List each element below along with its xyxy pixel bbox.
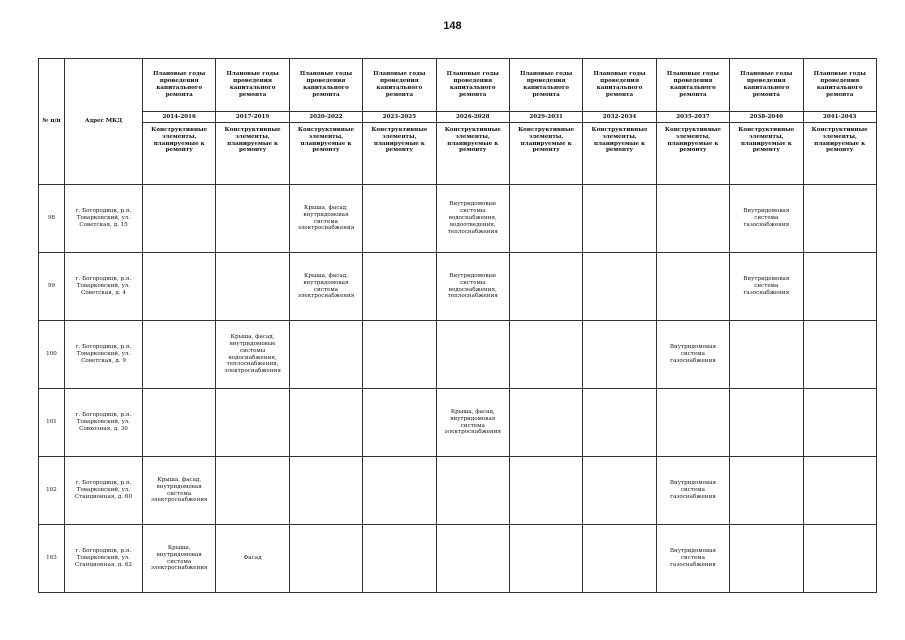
page-number: 148: [443, 20, 462, 32]
header-address: Адрес МКД: [65, 59, 143, 185]
repair-cell: Внутридомовые системы водоснабжения, водоотведения, теплоснабжения: [436, 185, 509, 253]
header-elements: Конструктивные элементы, планируемые к ремонту: [216, 123, 289, 185]
table-row: [39, 321, 877, 389]
row-number: 98: [39, 185, 65, 253]
repair-cell: [583, 389, 656, 457]
header-elements: Конструктивные элементы, планируемые к ремонту: [143, 123, 216, 185]
header-years: 2017-2019: [216, 112, 289, 123]
repair-cell: Внутридомовая система газоснабжения: [730, 185, 803, 253]
repair-cell: [509, 185, 582, 253]
repair-cell: [803, 185, 876, 253]
row-number: 100: [39, 321, 65, 389]
repair-cell: [143, 321, 216, 389]
header-years: 2023-2025: [363, 112, 436, 123]
repair-cell: Фасад: [216, 525, 289, 593]
repair-cell: [509, 457, 582, 525]
repair-cell: [656, 389, 729, 457]
repair-cell: Внутридомовая система газоснабжения: [730, 253, 803, 321]
repair-cell: [436, 457, 509, 525]
repair-cell: [656, 253, 729, 321]
repair-cell: Крыша, внутридомовая система электроснабжения: [143, 525, 216, 593]
repair-cell: [583, 457, 656, 525]
header-period-title: Плановые годы проведения капитального ремонта: [656, 59, 729, 112]
repair-cell: [730, 389, 803, 457]
table-row: [39, 389, 877, 457]
repair-cell: [803, 321, 876, 389]
repair-cell: [143, 185, 216, 253]
repair-cell: [363, 185, 436, 253]
header-years: 2041-2043: [803, 112, 876, 123]
repair-cell: [730, 457, 803, 525]
repair-cell: [216, 389, 289, 457]
header-number: № п/п: [39, 59, 65, 185]
repair-cell: [216, 253, 289, 321]
row-address: г. Богородицк, р.п. Товарковский, ул. Совхозная, д. 30: [65, 389, 143, 457]
header-elements: Конструктивные элементы, планируемые к ремонту: [509, 123, 582, 185]
repair-cell: Крыша, фасад, внутридомовые системы водоснабжения, теплоснабжения, электроснабжения: [216, 321, 289, 389]
repair-cell: Внутридомовые системы водоснабжения, теплоснабжения: [436, 253, 509, 321]
repair-cell: Внутридомовая система газоснабжения: [656, 525, 729, 593]
repair-cell: Крыша, фасад, внутридомовая система электроснабжения: [289, 253, 362, 321]
header-period-title: Плановые годы проведения капитального ремонта: [583, 59, 656, 112]
repair-cell: [436, 321, 509, 389]
repair-cell: [730, 321, 803, 389]
row-address: г. Богородицк, р.п. Товарковский, ул. Советская, д. 9: [65, 321, 143, 389]
row-address: г. Богородицк, р.п. Товарковский, ул. Станционная, д. 60: [65, 457, 143, 525]
row-number: 103: [39, 525, 65, 593]
header-period-title: Плановые годы проведения капитального ремонта: [289, 59, 362, 112]
repair-cell: [803, 389, 876, 457]
header-elements: Конструктивные элементы, планируемые к ремонту: [289, 123, 362, 185]
table-row: [39, 253, 877, 321]
repair-cell: [509, 321, 582, 389]
repair-cell: [289, 389, 362, 457]
header-years: 2014-2016: [143, 112, 216, 123]
repair-cell: [803, 253, 876, 321]
table-row: [39, 525, 877, 593]
header-elements: Конструктивные элементы, планируемые к ремонту: [363, 123, 436, 185]
repair-cell: Крыша, фасад, внутридомовая система электроснабжения: [143, 457, 216, 525]
capital-repair-table: [38, 58, 877, 593]
repair-cell: [363, 253, 436, 321]
header-period-title: Плановые годы проведения капитального ремонта: [216, 59, 289, 112]
repair-cell: [363, 525, 436, 593]
repair-cell: [363, 457, 436, 525]
repair-cell: [803, 457, 876, 525]
header-years: 2029-2031: [509, 112, 582, 123]
header-years: 2038-2040: [730, 112, 803, 123]
header-period-title: Плановые годы проведения капитального ремонта: [509, 59, 582, 112]
header-period-title: Плановые годы проведения капитального ремонта: [803, 59, 876, 112]
header-elements: Конструктивные элементы, планируемые к ремонту: [730, 123, 803, 185]
header-years: 2026-2028: [436, 112, 509, 123]
row-address: г. Богородицк, р.п. Товарковский, ул. Станционная, д. 62: [65, 525, 143, 593]
repair-cell: [363, 321, 436, 389]
repair-cell: [143, 389, 216, 457]
repair-cell: Крыша, фасад, внутридомовая система электроснабжения: [436, 389, 509, 457]
header-period-title: Плановые годы проведения капитального ремонта: [436, 59, 509, 112]
row-number: 101: [39, 389, 65, 457]
repair-cell: [583, 321, 656, 389]
repair-cell: [803, 525, 876, 593]
repair-cell: [216, 185, 289, 253]
repair-cell: [509, 253, 582, 321]
table-row: [39, 457, 877, 525]
header-years: 2020-2022: [289, 112, 362, 123]
repair-cell: [656, 185, 729, 253]
repair-cell: [509, 525, 582, 593]
header-elements: Конструктивные элементы, планируемые к ремонту: [583, 123, 656, 185]
repair-cell: [289, 457, 362, 525]
repair-cell: [216, 457, 289, 525]
repair-cell: [289, 525, 362, 593]
header-years: 2035-2037: [656, 112, 729, 123]
row-number: 102: [39, 457, 65, 525]
repair-cell: [143, 253, 216, 321]
repair-cell: [436, 525, 509, 593]
header-period-title: Плановые годы проведения капитального ремонта: [363, 59, 436, 112]
row-address: г. Богородицк, р.п. Товарковский, ул. Советская, д. 15: [65, 185, 143, 253]
repair-cell: [509, 389, 582, 457]
header-period-title: Плановые годы проведения капитального ремонта: [730, 59, 803, 112]
row-address: г. Богородицк, р.п. Товарковский, ул. Советская, д. 4: [65, 253, 143, 321]
repair-cell: [730, 525, 803, 593]
repair-cell: Внутридомовая система газоснабжения: [656, 321, 729, 389]
repair-cell: Внутридомовая система газоснабжения: [656, 457, 729, 525]
repair-cell: [583, 253, 656, 321]
header-period-title: Плановые годы проведения капитального ремонта: [143, 59, 216, 112]
header-elements: Конструктивные элементы, планируемые к ремонту: [803, 123, 876, 185]
header-elements: Конструктивные элементы, планируемые к ремонту: [436, 123, 509, 185]
repair-cell: [583, 185, 656, 253]
table-row: [39, 185, 877, 253]
header-elements: Конструктивные элементы, планируемые к ремонту: [656, 123, 729, 185]
repair-cell: Крыша, фасад, внутридомовая система электроснабжения: [289, 185, 362, 253]
repair-cell: [363, 389, 436, 457]
repair-cell: [289, 321, 362, 389]
header-years: 2032-2034: [583, 112, 656, 123]
row-number: 99: [39, 253, 65, 321]
repair-cell: [583, 525, 656, 593]
